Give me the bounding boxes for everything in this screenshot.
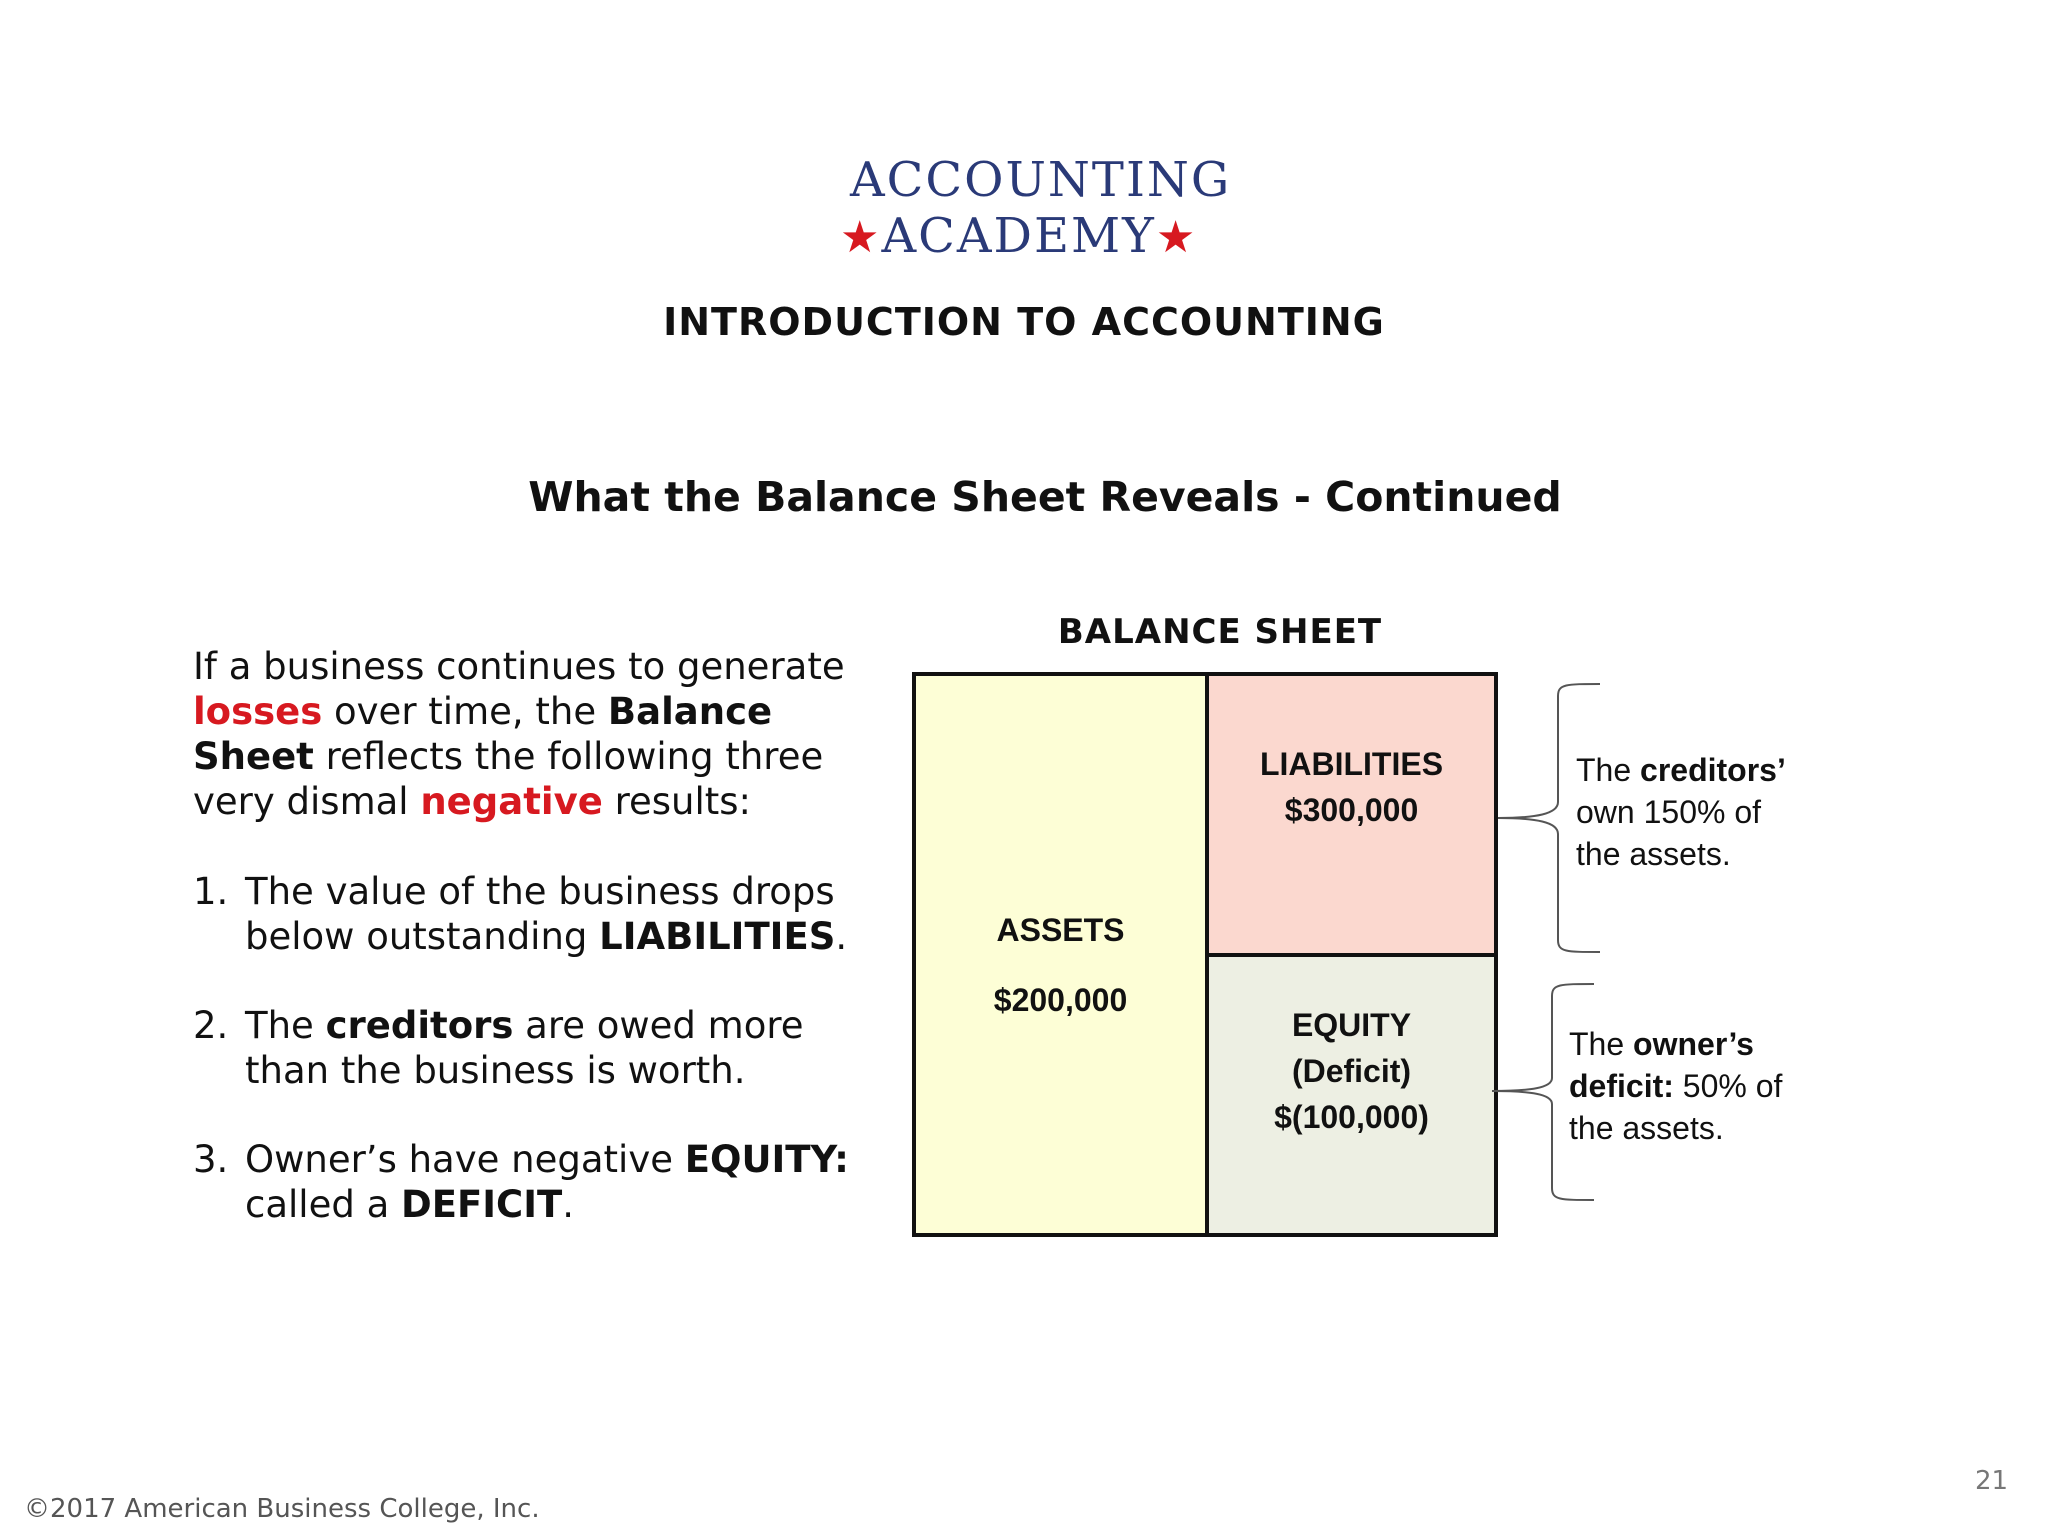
point-text: below outstanding xyxy=(245,915,600,958)
note-text: The xyxy=(1569,1026,1634,1062)
note-line: the assets. xyxy=(1569,1110,1724,1146)
intro-paragraph xyxy=(193,644,893,824)
equity-value: $(100,000) xyxy=(1274,1099,1429,1135)
equity-sub-label: (Deficit) xyxy=(1291,1053,1412,1089)
list-number: 2. xyxy=(193,1004,229,1047)
equity-label: EQUITY xyxy=(1291,1007,1412,1043)
point-bold-term: creditors xyxy=(325,1004,514,1047)
assets-label: ASSETS xyxy=(996,912,1125,948)
list-item xyxy=(193,869,913,959)
point-bold-term: DEFICIT xyxy=(401,1183,563,1226)
note-text: The xyxy=(1576,752,1641,788)
creditors-note xyxy=(1576,749,1786,875)
negative-highlight: negative xyxy=(420,780,603,823)
list-number: 3. xyxy=(193,1138,229,1181)
assets-box xyxy=(912,672,1209,1237)
owner-note xyxy=(1569,1023,1782,1149)
point-text: called a xyxy=(245,1183,402,1226)
point-line: than the business is worth. xyxy=(245,1049,746,1092)
copyright-notice xyxy=(24,1494,540,1524)
liabilities-label: LIABILITIES xyxy=(1259,746,1444,782)
note-bold-term: owner’s xyxy=(1633,1026,1754,1062)
page-number: 21 xyxy=(1975,1466,2009,1496)
liabilities-value: $300,000 xyxy=(1284,792,1419,828)
logo-line-academy xyxy=(840,208,1198,264)
equity-box xyxy=(1205,953,1498,1237)
list-item xyxy=(193,1003,913,1093)
note-line: own 150% of xyxy=(1576,794,1762,830)
point-text: Owner’s have negative xyxy=(245,1138,685,1181)
star-icon: ★ xyxy=(840,212,882,263)
list-item xyxy=(193,1137,913,1227)
point-text: . xyxy=(562,1183,574,1226)
copyright-text: 2017 American Business College, Inc. xyxy=(50,1494,540,1524)
losses-highlight: losses xyxy=(193,690,323,733)
copyright-icon: © xyxy=(24,1494,50,1524)
logo-line-accounting: ACCOUNTING xyxy=(850,152,1232,208)
point-text: are owed more xyxy=(513,1004,804,1047)
note-line: the assets. xyxy=(1576,836,1731,872)
note-line xyxy=(1569,1065,1782,1107)
point-line xyxy=(193,1182,913,1227)
point-line: The value of the business drops xyxy=(245,870,835,913)
logo-academy-text: ACADEMY xyxy=(881,208,1156,264)
balance-sheet-term: Balance Sheet xyxy=(193,690,773,778)
intro-text-1: If a business continues to generate xyxy=(193,645,845,688)
accounting-academy-logo xyxy=(840,148,1235,264)
point-text: . xyxy=(835,915,848,958)
assets-value: $200,000 xyxy=(993,982,1128,1018)
note-bold-term: deficit: xyxy=(1569,1068,1674,1104)
point-bold-term: LIABILITIES xyxy=(599,915,836,958)
course-title: INTRODUCTION TO ACCOUNTING xyxy=(663,300,1385,344)
slide-heading: What the Balance Sheet Reveals - Continued xyxy=(528,473,1562,521)
point-line xyxy=(193,914,913,959)
list-number: 1. xyxy=(193,870,229,913)
note-bold-term: creditors’ xyxy=(1640,752,1786,788)
intro-text-4: results: xyxy=(602,780,752,823)
star-icon: ★ xyxy=(1155,212,1198,263)
liabilities-box xyxy=(1205,672,1498,957)
note-line xyxy=(1569,1023,1782,1065)
intro-text-3: reflects the following three very dismal xyxy=(193,735,824,823)
note-text: 50% of xyxy=(1673,1068,1783,1104)
note-line xyxy=(1576,749,1786,791)
point-text: The xyxy=(245,1004,326,1047)
intro-text-2: over time, the xyxy=(322,690,608,733)
point-bold-term: EQUITY: xyxy=(684,1138,849,1181)
balance-sheet-title: BALANCE SHEET xyxy=(1057,612,1383,652)
